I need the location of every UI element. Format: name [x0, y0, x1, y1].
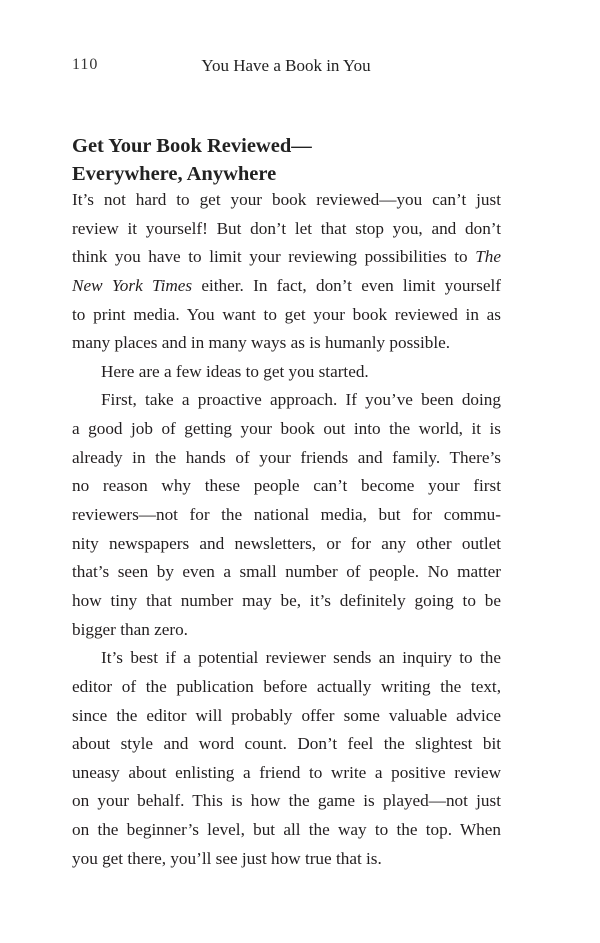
text-segment: a good job of getting your book out into the world, it is [72, 419, 501, 439]
italic-title: New York Times [72, 275, 193, 295]
text-line [72, 301, 501, 330]
text-segment: review it yourself! But don’t let that stop you, and don’t [72, 218, 501, 238]
text-line [72, 243, 501, 272]
section-heading [72, 132, 312, 188]
heading-line: Get Your Book Reviewed— [72, 135, 312, 157]
body-text [72, 186, 501, 873]
text-line [72, 673, 501, 702]
text-segment: nity newspapers and newsletters, or for any other outlet [72, 533, 501, 553]
text-line [72, 215, 501, 244]
text-segment: many places and in many ways as is humanly possible. [72, 333, 451, 353]
text-segment: reviewers—not for the national media, but for commu- [72, 505, 501, 525]
text-segment: Here are a few ideas to get you started. [101, 361, 369, 381]
text-line [72, 472, 501, 501]
paragraph [72, 186, 501, 358]
text-segment: already in the hands of your friends and family. There’s [72, 447, 501, 467]
text-line [72, 616, 501, 645]
text-line [72, 787, 501, 816]
text-line [72, 530, 501, 559]
text-segment: It’s not hard to get your book reviewed—you can’t just [72, 190, 501, 209]
italic-title: The [475, 247, 501, 267]
text-line [72, 415, 501, 444]
text-line [72, 759, 501, 788]
paragraph [72, 386, 501, 644]
text-segment: you get there, you’ll see just how true that is. [72, 848, 382, 868]
text-line [72, 386, 501, 415]
text-line [72, 444, 501, 473]
text-segment: on the beginner’s level, but all the way to the top. When [72, 820, 501, 840]
running-title: You Have a Book in You [201, 56, 371, 75]
text-line [72, 730, 501, 759]
text-segment: uneasy about enlisting a friend to write a positive review [72, 762, 501, 782]
text-segment: about style and word count. Don’t feel the slightest bit [72, 734, 501, 754]
text-segment: since the editor will probably offer some valuable advice [72, 705, 501, 725]
text-line [72, 587, 501, 616]
text-line [72, 816, 501, 845]
heading-line: Everywhere, Anywhere [72, 163, 277, 185]
text-segment: think you have to limit your reviewing possibilities to [72, 247, 476, 267]
paragraph [72, 644, 501, 873]
text-segment: that’s seen by even a small number of people. No matter [72, 562, 501, 582]
text-segment: how tiny that number may be, it’s definitely going to be [72, 590, 501, 610]
text-line [72, 272, 501, 301]
text-line [72, 186, 501, 215]
text-segment: either. In fact, don’t even limit yourself [192, 275, 501, 295]
text-line [72, 558, 501, 587]
text-line [72, 329, 501, 358]
text-segment: to print media. You want to get your book reviewed in as [72, 304, 501, 324]
text-line [72, 845, 501, 874]
paragraph [72, 358, 501, 387]
page-number: 110 [72, 56, 99, 73]
text-line [72, 501, 501, 530]
text-segment: on your behalf. This is how the game is played—not just [72, 791, 501, 811]
text-segment: It’s best if a potential reviewer sends an inquiry to the [101, 648, 501, 668]
text-segment: bigger than zero. [72, 619, 188, 639]
text-segment: First, take a proactive approach. If you’ve been doing [101, 390, 501, 410]
text-segment: editor of the publication before actually writing the text, [72, 676, 501, 696]
text-line [72, 358, 501, 387]
text-line [72, 644, 501, 673]
text-line [72, 702, 501, 731]
text-segment: no reason why these people can’t become your first [72, 476, 501, 496]
